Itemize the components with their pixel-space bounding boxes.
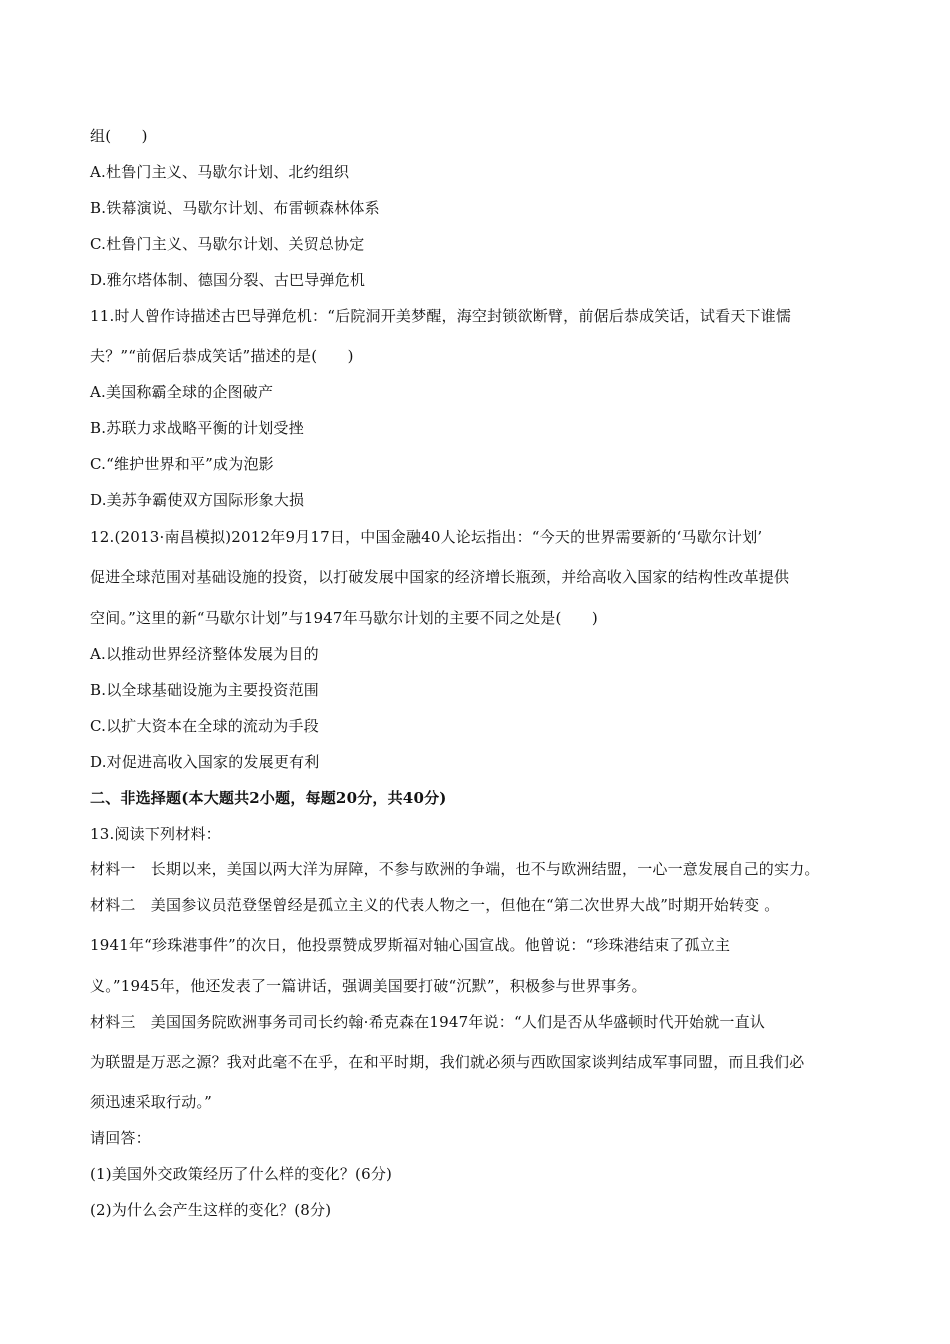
q11-stem-line-2: 夫？”“前倨后恭成笑话”描述的是( ) [90,347,354,365]
q11-option-d: D.美苏争霸使双方国际形象大损 [90,491,305,509]
q12-stem-line-1: 12.(2013·南昌模拟)2012年9月17日，中国金融40人论坛指出：“今天的世界需要新的‘马歇尔计划’ [90,528,763,546]
q13-material-3-line-2: 为联盟是万恶之源？我对此毫不在乎，在和平时期，我们就必须与西欧国家谈判结成军事同盟，而且我们必 [90,1053,805,1071]
q13-material-3-line-3: 须迅速采取行动。” [90,1093,212,1111]
q11-option-c: C.“维护世界和平”成为泡影 [90,455,274,473]
q12-option-b: B.以全球基础设施为主要投资范围 [90,681,319,699]
q13-prompt: 请回答： [90,1129,151,1147]
q12-stem-line-3: 空间。”这里的新“马歇尔计划”与1947年马歇尔计划的主要不同之处是( ) [90,609,598,627]
q12-option-d: D.对促进高收入国家的发展更有利 [90,753,320,771]
q13-material-2-line-3: 义。”1945年，他还发表了一篇讲话，强调美国要打破“沉默”，积极参与世界事务。 [90,977,647,995]
q10-option-c: C.杜鲁门主义、马歇尔计划、关贸总协定 [90,235,365,253]
q11-option-b: B.苏联力求战略平衡的计划受挫 [90,419,304,437]
q13-intro: 13.阅读下列材料： [90,825,221,843]
section-heading: 二、非选择题(本大题共2小题，每题20分，共40分) [90,789,447,807]
q11-option-a: A.美国称霸全球的企图破产 [90,383,274,401]
q10-stem-tail: 组( ) [90,127,148,145]
q13-material-2-line-2: 1941年“珍珠港事件”的次日，他投票赞成罗斯福对轴心国宣战。他曾说：“珍珠港结束了孤立主 [90,936,731,954]
q10-option-d: D.雅尔塔体制、德国分裂、古巴导弹危机 [90,271,366,289]
q12-option-a: A.以推动世界经济整体发展为目的 [90,645,319,663]
q13-question-1: (1)美国外交政策经历了什么样的变化？(6分) [90,1165,393,1183]
q10-option-a: A.杜鲁门主义、马歇尔计划、北约组织 [90,163,350,181]
q10-option-b: B.铁幕演说、马歇尔计划、布雷顿森林体系 [90,199,380,217]
q13-material-1: 材料一 长期以来，美国以两大洋为屏障，不参与欧洲的争端，也不与欧洲结盟，一心一意发展自己的实力。 [90,860,820,878]
q13-material-3-line-1: 材料三 美国国务院欧洲事务司司长约翰·希克森在1947年说：“人们是否从华盛顿时代开始就一直认 [90,1013,766,1031]
q12-option-c: C.以扩大资本在全球的流动为手段 [90,717,319,735]
q12-stem-line-2: 促进全球范围对基础设施的投资，以打破发展中国家的经济增长瓶颈，并给高收入国家的结构性改革提供 [90,568,790,586]
q13-question-2: (2)为什么会产生这样的变化？(8分) [90,1201,332,1219]
q13-material-2-line-1: 材料二 美国参议员范登堡曾经是孤立主义的代表人物之一，但他在“第二次世界大战”时期开始转变 。 [90,896,780,914]
q11-stem-line-1: 11.时人曾作诗描述古巴导弹危机：“后院洞开美梦醒，海空封锁欲断臂，前倨后恭成笑话，试看天下谁懦 [90,307,792,325]
